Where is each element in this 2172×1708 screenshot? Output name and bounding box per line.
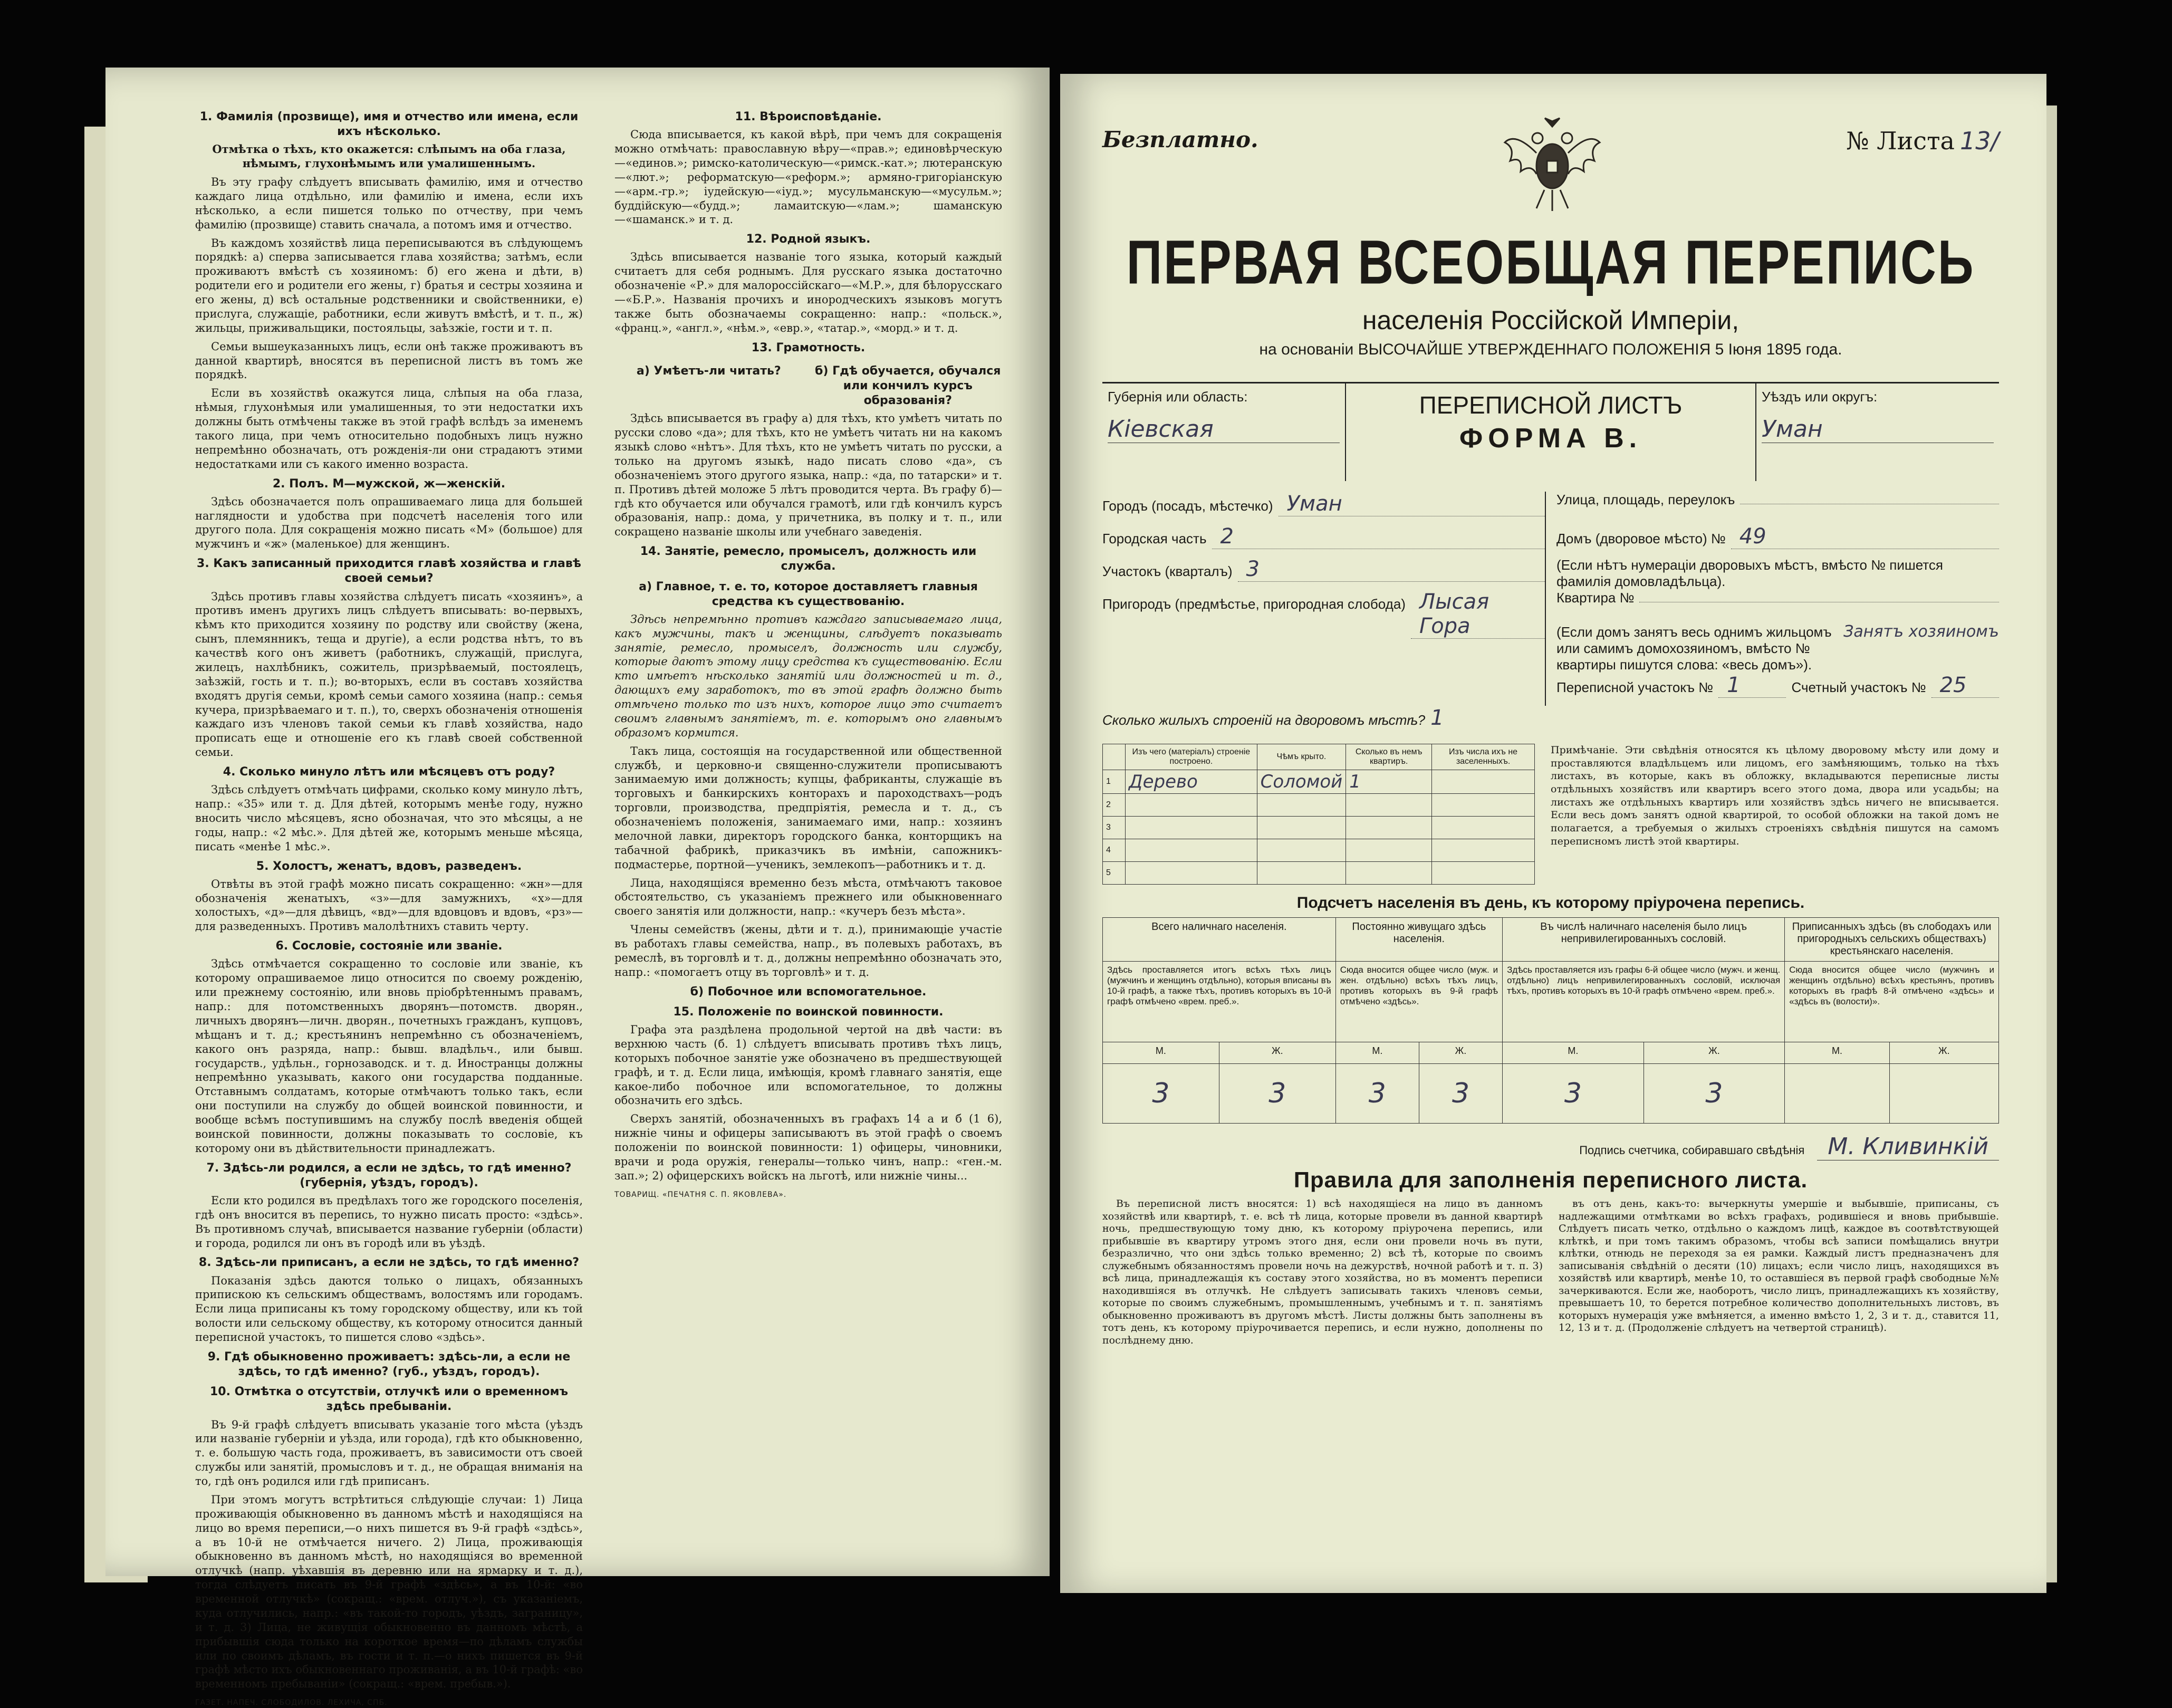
rules-left: Въ переписной листъ вносятся: 1) всѣ находящіеся на лицо въ данномъ хозяйствѣ или квартирѣ, т. е. всѣ тѣ лица, которые провели въ данной квартирѣ ночь, предшествующую тому дню, къ которому пріурочена перепись, или прибывшіе въ квартиру утромъ этого дня, если они провели ночь въ пути, безразлично, что они здѣсь только временно; 2) всѣ тѣ, которые по своимъ служебнымъ обязанностямъ провели ночь на дежурствѣ, ночной работѣ и т. п. 3) всѣ лица, принадлежащія къ составу этого хозяйства, но въ моментъ переписи находившіяся въ отлучкѣ. Не слѣдуетъ записывать такихъ членовъ семьи, которые по своимъ служебнымъ, промышленнымъ, учебнымъ и т. п. занятіямъ обыкновенно проживаютъ въ другомъ мѣстѣ. Листы должны быть заполнены въ тотъ день, къ которому пріурочивается перепись, и если нужно, дополнены по послѣднему дню. <box>1102 1198 1543 1347</box>
count-value: 3 <box>1419 1064 1502 1124</box>
left-column-1 <box>195 104 583 1707</box>
paragraph: Здѣсь слѣдуетъ отмѣчать цифрами, сколько кому минуло лѣтъ, напр.: «35» или т. д. Для дѣтей, которымъ менѣе году, нужно вносить число мѣсяцевъ, ясно обозначая, что это мѣсяцы, а не годы, напр.: «2 мѣс.». Для дѣтей же, которымъ меньше мѣсяца, писать «менѣе 1 мѣс.». <box>195 783 583 853</box>
table-row <box>1103 862 1535 885</box>
form-header <box>1102 382 1999 481</box>
address-fields <box>1102 492 1999 706</box>
counting-section-value: 25 <box>1931 673 1999 698</box>
heading-13: 13. Грамотность. <box>751 341 866 354</box>
heading-7: 7. Здѣсь-ли родился, а если не здѣсь, то гдѣ именно? (губернія, уѣздъ, городъ). <box>206 1161 572 1189</box>
table-row <box>1103 770 1535 794</box>
population-count-title: Подсчетъ населенія въ день, къ которому пріурочена перепись. <box>1296 894 1805 911</box>
count-value: 3 <box>1503 1064 1644 1124</box>
rules-title: Правила для заполненія переписного листа. <box>1293 1167 1808 1192</box>
paragraph: Если въ хозяйствѣ окажутся лица, слѣпыя на оба глаза, нѣмыя, глухонѣмыя или умалишенныя, то эти недостатки ихъ должны быть отмѣчены также въ этой графѣ вслѣдъ за именемъ такого лица, при чемъ относительно подобныхъ лицъ нужно непремѣнно обозначать, отъ рожденія-ли они страдаютъ этими недостатками или съ какого именно возраста. <box>195 387 583 471</box>
signature-label: Подпись счетчика, собиравшаго свѣдѣнія <box>1579 1144 1805 1157</box>
gubernia-field <box>1102 383 1345 481</box>
uezd-label: Уѣздъ или округъ: <box>1762 389 1878 405</box>
part-row <box>1102 524 1545 557</box>
city-label: Городъ (посадъ, мѣстечко) <box>1102 498 1273 514</box>
city-row <box>1102 492 1545 524</box>
paragraph: Такъ лица, состоящія на государственной или общественной службѣ, и церковно-и священно-служители прописываютъ занимаемую ими должность; купцы, фабриканты, служащіе въ торговыхъ и банкирскихъ конторахъ и пароходствахъ—родъ торговли, производства, предпріятія, ремесла и т. д., съ обозначеніемъ положенія, занимаемаго ими, напр.: хозяинъ мелочной лавки, директоръ городского банка, конторщикъ на табачной фабрикѣ, приказчикъ въ имѣніи, сапожникъ-подмастерье, портной—ученикъ, землекопъ—работникъ и т. д. <box>614 744 1002 871</box>
heading-9: 9. Гдѣ обыкновенно проживаетъ: здѣсь-ли, а если не здѣсь, то гдѣ именно? (губ., уѣздъ, городъ). <box>207 1350 571 1379</box>
col-header: Чѣмъ крыто. <box>1257 744 1346 770</box>
row-number: 1 <box>1103 770 1126 794</box>
count-value <box>1889 1064 1998 1124</box>
roof-cell: Соломой <box>1257 770 1346 794</box>
counting-section-label: Счетный участокъ № <box>1791 679 1926 695</box>
printer-imprint: ТОВАРИЩ. «ПЕЧАТНЯ С. П. ЯКОВЛЕВА». <box>614 1190 787 1199</box>
part-label: Городская часть <box>1102 531 1207 546</box>
signature-value: М. Кливинкій <box>1817 1133 1999 1160</box>
paragraph: Здѣсь отмѣчается сокращенно то сословіе или званіе, къ которому опрашиваемое лицо относится по своему рожденію, или прежнему состоянію, или вновь пріобрѣтеннымъ правамъ, напр.: для потомственныхъ дворянъ—потомств. дворян., личныхъ дворянъ—личн. дворян., почетныхъ гражданъ, купцовъ, мѣщанъ и т. д.; крестьянинъ непремѣнно съ обозначеніемъ, какого онъ разряда, напр.: бывш. владѣльч., или бывш. государств., удѣльн., горнозаводск. и т. д. Иностранцы должны непремѣнно указывать, какого они государства подданные. Отставнымъ солдатамъ, которые отмѣчаютъ только такъ, если они поступили на службу до общей воинской повинности, и вообще всѣмъ поступившимъ на службу послѣ введенія общей воинской повинности, должны показывать то сословіе, къ которому они въ дѣйствительности принадлежатъ. <box>195 957 583 1155</box>
city-value: Уман <box>1279 492 1545 516</box>
sex-label: М. <box>1503 1042 1644 1064</box>
census-subtitle: населенія Россійской Имперіи, <box>1362 305 1739 335</box>
paragraph: Отвѣты въ этой графѣ можно писать сокращенно: «жн»—для обозначенія женатыхъ, «з»—для замужнихъ, «х»—для холостыхъ, «д»—для дѣвицъ, «вд»—для вдовцовъ и вдовъ, «рз»—для разведенныхъ. Противъ малолѣтнихъ ставить черту. <box>195 877 583 933</box>
suburb-label: Пригородъ (предмѣстье, пригородная слобода) <box>1102 596 1406 612</box>
paragraph: Показанія здѣсь даются только о лицахъ, обязанныхъ припискою къ сельскимъ обществамъ, волостямъ или городамъ. Если лица приписаны къ тому городскому обществу, или къ той волости или сельскому обществу, къ которому относится данный переписной участокъ, то пишется слово «здѣсь». <box>195 1274 583 1344</box>
section-label: Участокъ (кварталъ) <box>1102 563 1233 579</box>
paragraph: Если кто родился въ предѣлахъ того же городского поселенія, гдѣ онъ вносится въ перепись, то нужно писать просто: «здѣсь». Въ противномъ случаѣ, вписывается название губерніи (области) и города, родился ли онъ въ городѣ или въ уѣздѣ. <box>195 1194 583 1250</box>
paragraph: Здѣсь обозначается полъ опрашиваемаго лица для большей наглядности и удобства при подсчетѣ населенія того или другого пола. Для сокращенія можно писать «М» (большое) для мужчинъ и «ж» (маленькое) для женщинъ. <box>195 495 583 551</box>
heading-2: 2. Полъ. М—мужской, ж—женскій. <box>272 477 506 491</box>
form-name <box>1345 383 1756 481</box>
house-note: (Если нѣтъ нумераціи дворовыхъ мѣстъ, вмѣсто № пишется фамилія домовладѣльца). <box>1556 557 1943 589</box>
row-number: 3 <box>1103 817 1126 839</box>
note-1: Отмѣтка о тѣхъ, кто окажется: слѣпымъ на оба глаза, нѣмымъ, глухонѣмымъ или умалишеннымъ. <box>212 142 566 170</box>
paragraph: Члены семействъ (жены, дѣти и т. д.), принимающіе участіе въ работахъ главы семейства, напр., въ полевыхъ работахъ, въ ремеслѣ, въ торговлѣ и т. д., должны непремѣнно обозначать это, напр.: «помогаетъ отцу въ торговлѣ» и т. д. <box>614 923 1002 978</box>
street-label: Улица, площадь, переулокъ <box>1556 492 1735 507</box>
heading-14: 14. Занятіе, ремесло, промыселъ, должность или служба. <box>640 545 977 573</box>
owner-row <box>1556 622 1999 673</box>
heading-4: 4. Сколько минуло лѣтъ или мѣсяцевъ отъ роду? <box>223 765 555 779</box>
pop-desc: Здѣсь проставляется итогъ всѣхъ тѣхъ лицъ (мужчинъ и женщинъ отдѣльно), которыя вписаны въ 10-й графѣ, а также тѣхъ, противъ которыхъ въ 10-й графѣ отмѣчено «врем. преб.». <box>1103 962 1336 1042</box>
owner-value: Занятъ хозяиномъ <box>1843 622 1999 641</box>
pop-desc: Сюда вносится общее число (муж. и жен. отдѣльно) всѣхъ тѣхъ лицъ, противъ которыхъ въ 9-й графѣ отмѣчено «здѣсь». <box>1335 962 1502 1042</box>
pop-header: Въ числѣ наличнаго населенія было лицъ непривилегированныхъ сословій. <box>1503 918 1785 962</box>
count-value: 3 <box>1335 1064 1419 1124</box>
sheet-number <box>1846 111 1999 155</box>
pop-desc: Сюда вносится общее число (мужчинъ и женщинъ отдѣльно) всѣхъ крестьянъ, противъ которыхъ въ графѣ 8-й отмѣчено «здѣсь» и «здѣсь въ (волости)». <box>1785 962 1999 1042</box>
heading-12: 12. Родной языкъ. <box>746 233 871 246</box>
rules-right: въ отъ день, какъ-то: вычеркнуты умершіе и выбывшіе, приписаны, съ надлежащими отмѣтками во всѣхъ графахъ, родившіеся и вновь прибывшіе. Слѣдуетъ писать четко, отдѣльно о каждомъ лицѣ, каждое въ соотвѣтствующей клѣткѣ, и при томъ такимъ образомъ, чтобы всѣ записи помѣщались внутри клѣтки, отнюдь не переходя за ея рамки. Каждый листъ предназначенъ для записыванія свѣдѣній о десяти (10) лицахъ; если число лицъ, находящихся въ хозяйствѣ или квартирѣ, менѣе 10, то оставшіеся въ первой графѣ свободные №№ зачеркиваются. Если же, наоборотъ, число лицъ, принадлежащихъ къ хозяйству, превышаетъ 10, то берется потребное количество дополнительныхъ листовъ, въ которыхъ нумерація уже вмѣняется, а именно вмѣсто 1, 2, 3 и т. д., ставится 11, 12, 13 и т. д. (Продолженіе слѣдуетъ на четвертой страницѣ). <box>1559 1198 1999 1334</box>
heading-13a: а) Умѣетъ-ли читать? <box>636 364 781 378</box>
paragraph: Здѣсь непремѣнно противъ каждаго записываемаго лица, какъ мужчины, такъ и женщины, слѣдуетъ показывать занятіе, ремесло, промыселъ, должность или службу, которые даютъ этому лицу средства къ существованію. Если кто имѣетъ нѣсколько занятій или должностей и т. д., дающихъ ему заработокъ, то въ этой графѣ должно быть отмѣчено только то изъ нихъ, которое лицо это считаетъ своимъ главнымъ занятіемъ, т. е. которымъ оно главнымъ образомъ кормится. <box>614 612 1002 739</box>
heading-3: 3. Какъ записанный приходится главѣ хозяйства и главѣ своей семьи? <box>197 557 581 586</box>
paragraph: Семьи вышеуказанныхъ лицъ, если онѣ также проживаютъ въ данной квартирѣ, вносятся въ переписной листъ въ томъ же порядкѣ. <box>195 340 583 381</box>
pop-desc: Здѣсь проставляется изъ графы 6-й общее число (мужч. и женщ. отдѣльно) лицъ непривилегированныхъ сословій, исключая тѣхъ, противъ которыхъ въ 10-й графѣ отмѣчено «врем. преб.». <box>1503 962 1785 1042</box>
count-value <box>1785 1064 1890 1124</box>
heading-1: 1. Фамилія (прозвище), имя и отчество или имена, если ихъ нѣсколько. <box>199 110 579 139</box>
paragraph: Въ каждомъ хозяйствѣ лица переписываются въ слѣдующемъ порядкѣ: а) сперва записывается глава хозяйства; затѣмъ, если проживаютъ вмѣстѣ съ хозяиномъ: б) его жена и дѣти, в) родители его и родители его жены, г) братья и сестры хозяина и его жены, д) всѣ остальные родственники и свойственники, е) прислуга, служащіе, работники, если живутъ вмѣстѣ, и т. п., ж) жильцы, приживальщики, постояльцы, заѣзжіе, гости и т. п. <box>195 236 583 334</box>
col-header: Изъ чего (матеріалъ) строеніе построено. <box>1126 744 1257 770</box>
street-row <box>1556 492 1999 524</box>
heading-15: 15. Положеніе по воинской повинности. <box>673 1005 944 1019</box>
paragraph: Здѣсь вписывается въ графу а) для тѣхъ, кто умѣетъ читать по русски слово «да»; для тѣхъ, кто не умѣетъ читать ни на какомъ языкѣ слово «нѣтъ». Для тѣхъ, кто не умѣетъ читать по русски, а только на другомъ языкѣ, надо писать слово «да», съ обозначеніемъ этого другого языка, напр.: «да, по татарски» и т. п. Противъ дѣтей моложе 5 лѣтъ проводится черта. Въ графу б)—гдѣ кто обучается или обучался грамотѣ, или гдѣ кончилъ курсъ образованія, напр.: дома, у причетника, въ полку и т. п., или сокращено названіе школы или учебнаго заведенія. <box>614 412 1002 539</box>
apt-row <box>1556 590 1999 622</box>
sex-label: Ж. <box>1889 1042 1998 1064</box>
printer-imprint: ГАЗЕТ. НАПЕЧ. СЛОБОДИЛОВ. ЛЕХИЧА, СПБ. <box>195 1699 388 1707</box>
gubernia-value: Кіевская <box>1108 416 1340 443</box>
row-number: 5 <box>1103 862 1126 885</box>
sex-label: М. <box>1785 1042 1890 1064</box>
census-title: ПЕРВАЯ ВСЕОБЩАЯ ПЕРЕПИСЬ <box>1126 227 1975 297</box>
material-cell: Дерево <box>1126 770 1257 794</box>
gubernia-label: Губернія или область: <box>1108 389 1248 405</box>
house-value: 49 <box>1731 524 1999 549</box>
table-row <box>1103 794 1535 817</box>
uezd-value: Уман <box>1762 416 1994 443</box>
apt-label: Квартира № <box>1556 590 1635 606</box>
sex-label: М. <box>1335 1042 1419 1064</box>
sex-label: Ж. <box>1219 1042 1335 1064</box>
buildings-table-header <box>1103 744 1535 770</box>
form-line-2: ФОРМА В. <box>1459 423 1642 454</box>
paragraph: Сюда вписывается, къ какой вѣрѣ, при чемъ для сокращенія можно отмѣчать: православную вѣру—«прав.»; единовѣрческую—«единов.»; римско-католическую—«римск.-кат.»; лютеранскую—«лют.»; реформатскую—«реформ.»; армяно-григоріанскую—«арм.-гр.»; іудейскую—«іуд.»; мусульманскую—«мусульм.»; буддійскую—«будд.»; ламаитскую—«лам.»; шаманскую—«шаманск.» и т. д. <box>614 128 1002 226</box>
section-row <box>1102 557 1545 590</box>
census-basis: на основаніи ВЫСОЧАЙШЕ УТВЕРЖДЕННАГО ПОЛОЖЕНІЯ 5 Іюня 1895 года. <box>1259 341 1842 358</box>
left-column-2 <box>614 104 1002 1550</box>
pop-header: Постоянно живущаго здѣсь населенія. <box>1335 918 1502 962</box>
sex-label: М. <box>1103 1042 1219 1064</box>
apts-cell: 1 <box>1346 770 1432 794</box>
sheet-number-value: 13/ <box>1959 127 1999 155</box>
pop-header: Всего наличнаго населенія. <box>1103 918 1336 962</box>
paragraph: Въ эту графу слѣдуетъ вписывать фамилію, имя и отчество каждаго лица отдѣльно, или фамилію и имена, если ихъ нѣсколько, а если пишется только по отчеству, при чемъ фамилію (прозвище) ставить сначала, а потомъ имя и отчество. <box>195 176 583 231</box>
right-page <box>1060 74 2046 1593</box>
suburb-row <box>1102 590 1545 639</box>
heading-6: 6. Сословіе, состояніе или званіе. <box>275 939 503 953</box>
sex-label: Ж. <box>1419 1042 1502 1064</box>
buildings-table <box>1102 744 1535 885</box>
row-number: 4 <box>1103 839 1126 862</box>
sex-label-row <box>1103 1042 1999 1064</box>
paragraph: При этомъ могутъ встрѣтиться слѣдующіе случаи: 1) Лица проживающія обыкновенно въ данномъ мѣстѣ и находящіяся на лицо во время переписи,—о нихъ пишется въ 9-й графѣ «здѣсь», а въ 10-й не отмѣчается ничего. 2) Лица, проживающія обыкновенно въ данномъ мѣстѣ, но находящіяся во временной отлучкѣ (напр. уѣхавшія въ деревню или на ярмарку и т. д.), тогда слѣдуетъ писать въ 9-й графѣ «здѣсь», а въ 10-й: «во временной отлучкѣ» (сокращ.: «врем. отлуч.»), съ указаніемъ, куда отлучились, напр.: «въ такой-то городъ, уѣздъ, заграницу», и т. д. 3) Лица, не живущія обыкновенно въ данномъ мѣстѣ, а прибывшія сюда только на короткое время—по дѣламъ службы или по своимъ дѣламъ, въ гости и т. п.—о нихъ пишется въ 9-й графѣ мѣсто ихъ обыкновеннаго проживанія, а въ 10-й графѣ: «во временномъ пребываніи» (сокращ.: «врем. пребыв.»). <box>195 1493 583 1691</box>
buildings-note: Примѣчаніе. Эти свѣдѣнія относятся къ цѣлому дворовому мѣсту или дому и проставляются владѣльцемъ или лицомъ, его замѣняющимъ, только на тѣхъ листахъ, въ которые, какъ въ обложку, вкладываются переписные листы отдѣльныхъ хозяйствъ или квартиръ всего этого дома, двора или усадьбы; на листахъ же отдѣльныхъ квартиръ или хозяйствъ здѣсь ничего не вписывается. Если весь домъ занятъ одной квартирой, то особой обложки на такой домъ не полагается, а требуемыя о жилыхъ строеніяхъ свѣдѣнія пишутся на самомъ переписномъ листѣ этой квартиры. <box>1551 744 1999 847</box>
enumerator-signature <box>1102 1133 1999 1160</box>
part-value: 2 <box>1212 524 1545 549</box>
heading-5: 5. Холостъ, женатъ, вдовъ, разведенъ. <box>256 859 522 873</box>
sheet-number-label: № Листа <box>1846 127 1955 155</box>
table-row <box>1103 839 1535 862</box>
buildings-answer: 1 <box>1430 706 1444 730</box>
double-headed-eagle-emblem <box>1500 111 1605 216</box>
count-value: 3 <box>1219 1064 1335 1124</box>
rules-text <box>1102 1198 1999 1350</box>
heading-11: 11. Вѣроисповѣданіе. <box>735 110 882 123</box>
census-section-row <box>1556 673 1999 706</box>
owner-note: (Если домъ занятъ весь однимъ жильцомъ или самимъ домохозяиномъ, вмѣсто № квартиры пишутся слова: «весь домъ»). <box>1556 624 1832 673</box>
sex-label: Ж. <box>1644 1042 1785 1064</box>
table-row <box>1103 817 1535 839</box>
section-value: 3 <box>1238 557 1545 582</box>
uezd-field <box>1756 383 1999 481</box>
suburb-value: Лысая Гора <box>1411 590 1545 639</box>
census-section-value: 1 <box>1718 673 1786 698</box>
buildings-question: Сколько жилыхъ строеній на дворовомъ мѣстѣ? <box>1102 712 1426 728</box>
paragraph: Здѣсь вписывается названіе того языка, который каждый считаетъ для себя роднымъ. Для русскаго языка достаточно обозначеніе «Р.» для малороссійскаго—«М.Р.», для бѣлорусскаго—«Б.Р.». Названія прочихъ и инородческихъ языковъ могутъ также быть обозначаемы сокращенно: напр.: «польск.», «франц.», «англ.», «нѣм.», «евр.», «татар.», «морд.» и т. д. <box>614 251 1002 334</box>
heading-8: 8. Здѣсь-ли приписанъ, а если не здѣсь, то гдѣ именно? <box>198 1256 580 1270</box>
left-page <box>105 68 1050 1707</box>
pop-header: Приписанныхъ здѣсь (въ слободахъ или пригородныхъ сельскихъ обществахъ) крестьянскаго населенія. <box>1785 918 1999 962</box>
paragraph: Сверхъ занятій, обозначенныхъ въ графахъ 14 а и б (1 6), нижніе чины и офицеры записываютъ въ этой графѣ о своемъ положеніи по воинской повинности: 1) офицеры, чиновники, врачи и рода оружія, генералы—только чинъ, напр.: «ген.-м. зап.»; 2) офицерскихъ войскъ на льготѣ, или нижніе чины... <box>614 1112 1002 1182</box>
heading-13b: б) Гдѣ обучается, обучался или кончилъ курсъ образованія? <box>815 364 1001 408</box>
paragraph: Графа эта раздѣлена продольной чертой на двѣ части: въ верхнюю часть (б. 1) слѣдуетъ вписывать противъ тѣхъ лицъ, которыхъ побочное занятіе уже обозначено въ предшествующей графѣ, и т. д. Если лица, имѣющія, кромѣ главнаго занятія, еще какое-либо побочное или вспомогательное, то должны обозначить его здѣсь. <box>614 1023 1002 1107</box>
empty-cell <box>1432 770 1535 794</box>
population-table <box>1102 917 1999 1124</box>
house-row <box>1556 524 1999 557</box>
heading-14a: а) Главное, т. е. то, которое доставляетъ главныя средства къ существованію. <box>639 580 978 608</box>
row-number: 2 <box>1103 794 1126 817</box>
form-line-1: ПЕРЕПИСНОЙ ЛИСТЪ <box>1419 391 1683 419</box>
free-label: Безплатно. <box>1102 127 1258 152</box>
count-value-row <box>1103 1064 1999 1124</box>
count-value: 3 <box>1644 1064 1785 1124</box>
census-section-label: Переписной участокъ № <box>1556 679 1714 695</box>
count-value: 3 <box>1103 1064 1219 1124</box>
buildings-section <box>1102 744 1999 885</box>
paragraph: Лица, находящіяся временно безъ мѣста, отмѣчаютъ таковое обстоятельство, съ указаніемъ прежнего или обыкновеннаго своего занятія или должности, напр.: «кучеръ безъ мѣста». <box>614 876 1002 918</box>
heading-14b: б) Побочное или вспомогательное. <box>690 985 927 999</box>
house-label: Домъ (дворовое мѣсто) № <box>1556 531 1726 546</box>
col-header: Сколько въ немъ квартиръ. <box>1346 744 1432 770</box>
buildings-question-row <box>1102 706 1999 738</box>
heading-10: 10. Отмѣтка о отсутствіи, отлучкѣ или о временномъ здѣсь пребываніи. <box>209 1385 568 1414</box>
col-header: Изъ числа ихъ не заселенныхъ. <box>1432 744 1535 770</box>
paragraph: Въ 9-й графѣ слѣдуетъ вписывать указаніе того мѣста (уѣздъ или названіе губерніи и уѣзда, или города), гдѣ кто обыкновенно, т. е. большую часть года, проживаетъ, въ зависимости отъ своей службы или занятій, промысловъ и т. д., не обращая вниманія на то, гдѣ онъ родился или гдѣ приписанъ. <box>195 1418 583 1488</box>
paragraph: Здѣсь противъ главы хозяйства слѣдуетъ писать «хозяинъ», а противъ именъ другихъ лицъ слѣдуетъ вписывать: во-первыхъ, кѣмъ кто приходится хозяину по родству или свойству (жена, сынъ, племянникъ, теща и другіе), а если родства нѣтъ, то въ качествѣ кого онъ живетъ (работникъ, служащій, прислуга, жилецъ, нахлѣбникъ, сожитель, призрѣваемый, постоялецъ, заѣзжій, гость и т. п.); во-вторыхъ, если въ составъ хозяйства входятъ другія семьи, кромѣ семьи самого хозяина (напр.: семья кучера, призрѣваемаго и т. п.), то, сверхъ обозначенія отношенія каждаго изъ членовъ такой семьи къ главѣ хозяйства, надо прописать еще и отношеніе его къ главѣ своей собственной семьи. <box>195 590 583 759</box>
